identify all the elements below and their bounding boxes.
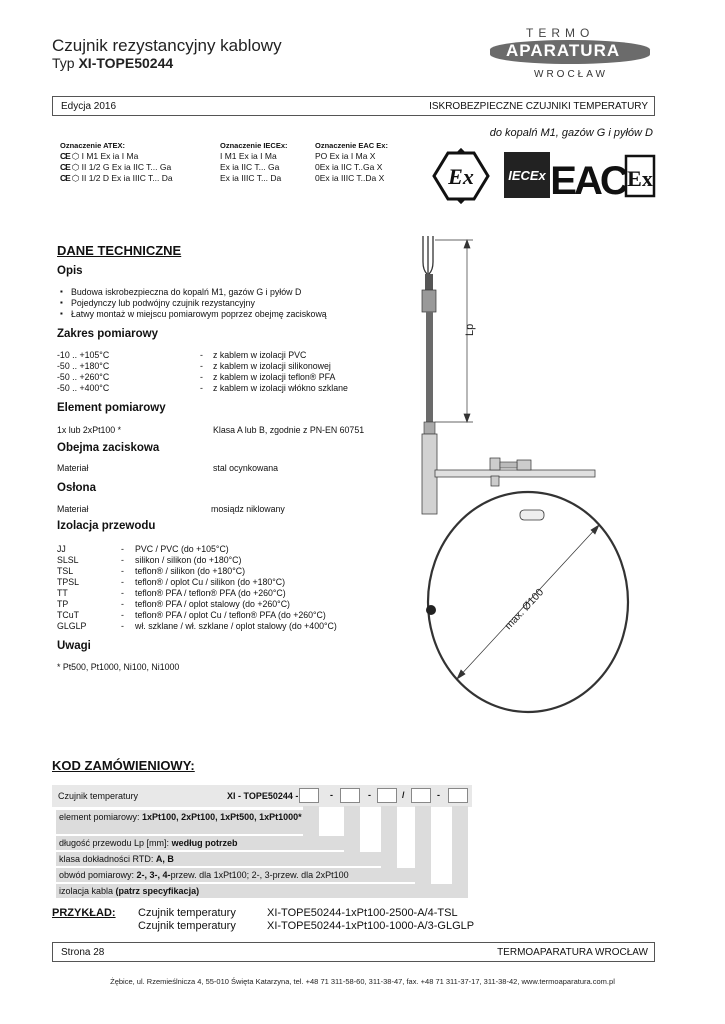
list-item: ▪ Pojedynczy lub podwójny czujnik rezystancyjny (57, 298, 327, 309)
range-desc: z kablem w izolacji PVC (213, 350, 307, 360)
iecex-heading: Oznaczenie IECEx: (220, 141, 288, 150)
clamp-material-label: Materiał (57, 463, 89, 473)
description-list (57, 287, 327, 320)
range-dash: - (200, 372, 203, 382)
insulation-code: TP (57, 599, 69, 609)
insulation-heading: Izolacja przewodu (57, 520, 156, 532)
code-sep: - (330, 790, 333, 800)
page-number: Strona 28 (61, 947, 105, 958)
iecex-item: Ex ia IIIC T... Da (220, 173, 282, 183)
eac-logo-icon (550, 159, 628, 203)
insulation-desc: silikon / silikon (do +180°C) (135, 555, 242, 565)
range-dash: - (200, 350, 203, 360)
description-heading: Opis (57, 265, 83, 277)
ex-hex-small-icon: ⬡ (71, 162, 82, 172)
insulation-desc: teflon® PFA / teflon® PFA (do +260°C) (135, 588, 286, 598)
row-bold: 2-, 3-, 4- (136, 870, 171, 880)
insulation-dash: - (121, 621, 124, 631)
cable-body (426, 312, 433, 427)
row-bold: A, B (155, 854, 174, 864)
atex-item: II 1/2 D Ex ia IIIC T... Da (81, 173, 173, 183)
clamp-heading: Obejma zaciskowa (57, 442, 160, 454)
insulation-dash: - (121, 610, 124, 620)
svg-text:Ex: Ex (627, 166, 653, 191)
ce-mark: CE (60, 173, 70, 183)
order-row-circuit (56, 868, 431, 882)
insulation-code: TCuT (57, 610, 79, 620)
category-label: ISKROBEZPIECZNE CZUJNIKI TEMPERATURY (429, 101, 648, 112)
row-text: długość przewodu Lp [mm]: (59, 838, 172, 848)
logo-top-text: TERMO (526, 26, 595, 40)
range-value: -50 .. +400°C (57, 383, 110, 393)
edition-label: Edycja 2016 (61, 101, 117, 112)
insulation-desc: wł. szklane / wł. szklane / oplot stalowy (do +400°C) (135, 621, 337, 631)
type-code: XI-TOPE50244 (78, 55, 174, 71)
insulation-dash: - (121, 544, 124, 554)
technical-data-heading: DANE TECHNICZNE (57, 243, 182, 258)
order-product-label: Czujnik temperatury (58, 791, 139, 801)
band-screw-icon (426, 605, 436, 615)
diameter-label: max. Ø100 (502, 586, 547, 633)
logo-city-text: WROCŁAW (534, 69, 608, 80)
eac-item: 0Ex ia IIIC T..Da X (315, 173, 385, 183)
clamp-material-value: stal ocynkowana (213, 463, 279, 473)
range-desc: z kablem w izolacji silikonowej (213, 361, 331, 371)
order-row-insulation (56, 884, 468, 898)
eac-item: 0Ex ia IIC T..Ga X (315, 162, 383, 172)
list-item: ▪ Łatwy montaż w miejscu pomiarowym poprzez obejmę zaciskową (57, 309, 327, 320)
insulation-dash: - (121, 588, 124, 598)
certification-logos (430, 148, 660, 204)
order-product-code: XI - TOPE50244 - (227, 791, 299, 801)
insulation-dash: - (121, 599, 124, 609)
ex-hex-small-icon: ⬡ (71, 173, 82, 183)
range-desc: z kablem w izolacji teflon® PFA (213, 372, 336, 382)
range-value: -50 .. +180°C (57, 361, 110, 371)
row-text: obwód pomiarowy: (59, 870, 137, 880)
code-field-class[interactable] (377, 788, 397, 803)
element-class: Klasa A lub B, zgodnie z PN-EN 60751 (213, 425, 365, 435)
ex-box-logo-icon (626, 156, 654, 196)
company-address: Żębice, ul. Rzemieślnicza 4, 55-010 Święta Katarzyna, tel. +48 71 311-58-60, 311-38-47, fax. +48 71 311-37-17, 311-38-42, www.termoaparatura.com.pl (110, 977, 615, 986)
code-field-insulation[interactable] (448, 788, 468, 803)
footer-bar (52, 942, 655, 962)
cable-sleeve (422, 290, 436, 312)
order-code-heading: KOD ZAMÓWIENIOWY: (52, 758, 195, 773)
product-type (52, 55, 173, 71)
eac-item: PO Ex ia I Ma X (315, 151, 376, 161)
insulation-dash: - (121, 566, 124, 576)
row-text: element pomiarowy: (59, 812, 143, 822)
application-subtitle: do kopalń M1, gazów G i pyłów D (489, 127, 653, 139)
code-field-element[interactable] (299, 788, 319, 803)
insulation-dash: - (121, 577, 124, 587)
insulation-code: SLSL (57, 555, 79, 565)
range-value: -50 .. +260°C (57, 372, 110, 382)
insulation-desc: teflon® / oplot Cu / silikon (do +180°C) (135, 577, 286, 587)
atex-line (60, 162, 230, 173)
page-title: Czujnik rezystancyjny kablowy (52, 36, 282, 55)
insulation-code: JJ (57, 544, 66, 554)
sheath-heading: Osłona (57, 482, 96, 494)
clamp-plate (435, 470, 595, 477)
ce-mark: CE (60, 151, 70, 161)
connector-tab (452, 806, 468, 892)
iecex-logo-icon (504, 152, 550, 198)
row-bold: według potrzeb (171, 838, 238, 848)
atex-item: II 1/2 G Ex ia IIC T... Ga (81, 162, 172, 172)
element-value: 1x lub 2xPt100 * (57, 425, 122, 435)
row-bold: 1xPt100, 2xPt100, 1xPt500, 1xPt1000* (142, 812, 302, 822)
insulation-code: TPSL (57, 577, 80, 587)
insulation-code: TT (57, 588, 68, 598)
svg-text:IECEx: IECEx (508, 168, 546, 183)
row-text: izolacja kabla (59, 886, 116, 896)
iecex-item: I M1 Ex ia I Ma (220, 151, 277, 161)
row-text: klasa dokładności RTD: (59, 854, 156, 864)
cable-gland (424, 422, 435, 434)
insulation-desc: PVC / PVC (do +105°C) (135, 544, 229, 554)
range-desc: z kablem w izolacji włókno szklane (213, 383, 348, 393)
insulation-code: TSL (57, 566, 74, 576)
insulation-desc: teflon® / silikon (do +180°C) (135, 566, 245, 576)
code-sep: - (437, 790, 440, 800)
atex-marking (60, 140, 230, 184)
lp-label: Lp (464, 323, 476, 336)
list-item: ▪ Budowa iskrobezpieczna do kopalń M1, gazów G i pyłów D (57, 287, 327, 298)
ex-hexagon-icon (434, 150, 488, 202)
company-logo (488, 26, 658, 86)
band-lock (520, 510, 544, 520)
sensor-drawing (395, 232, 645, 722)
svg-text:EAC: EAC (550, 159, 626, 203)
ex-hex-small-icon: ⬡ (71, 151, 82, 161)
edition-bar (52, 96, 655, 116)
cable-wires (423, 236, 433, 274)
atex-item: I M1 Ex ia I Ma (81, 151, 139, 161)
atex-line (60, 151, 230, 162)
notes-text: * Pt500, Pt1000, Ni100, Ni1000 (57, 662, 180, 672)
example-label: Czujnik temperatury (138, 920, 236, 932)
range-dash: - (200, 383, 203, 393)
example-code: XI-TOPE50244-1xPt100-1000-A/3-GLGLP (267, 920, 475, 932)
row-text: przew. dla 1xPt100; 2-, 3-przew. dla 2xPt100 (170, 870, 349, 880)
code-field-circuit[interactable] (411, 788, 431, 803)
ce-mark: CE (60, 162, 70, 172)
order-row-length (56, 836, 360, 850)
example-heading: PRZYKŁAD: (52, 907, 116, 919)
sheath-material-label: Materiał (57, 504, 89, 514)
code-sep: - (368, 790, 371, 800)
insulation-code: GLGLP (57, 621, 87, 631)
range-value: -10 .. +105°C (57, 350, 110, 360)
insulation-dash: - (121, 555, 124, 565)
logo-main-text: APARATURA (506, 41, 621, 60)
insulation-desc: teflon® PFA / oplot stalowy (do +260°C) (135, 599, 290, 609)
code-field-length[interactable] (340, 788, 360, 803)
svg-text:Ex: Ex (448, 164, 474, 189)
insulation-desc: teflon® PFA / oplot Cu / teflon® PFA (do +260°C) (135, 610, 326, 620)
iecex-marking (220, 140, 315, 184)
code-sep: / (402, 790, 405, 800)
atex-heading: Oznaczenie ATEX: (60, 141, 126, 150)
eac-marking (315, 140, 415, 184)
iecex-item: Ex ia IIC T... Ga (220, 162, 280, 172)
sheath-material-value: mosiądz niklowany (211, 504, 285, 514)
footer-company: TERMOAPARATURA WROCŁAW (497, 947, 648, 958)
atex-line (60, 173, 230, 184)
type-prefix: Typ (52, 55, 79, 71)
range-heading: Zakres pomiarowy (57, 328, 158, 340)
order-row-class (56, 852, 397, 866)
example-label: Czujnik temperatury (138, 907, 236, 919)
row-bold: (patrz specyfikacja) (115, 886, 200, 896)
order-row-element (56, 810, 319, 834)
eac-heading: Oznaczenie EAC Ex: (315, 141, 388, 150)
range-dash: - (200, 361, 203, 371)
element-heading: Element pomiarowy (57, 402, 166, 414)
example-code: XI-TOPE50244-1xPt100-2500-A/4-TSL (267, 907, 458, 919)
notes-heading: Uwagi (57, 640, 91, 652)
